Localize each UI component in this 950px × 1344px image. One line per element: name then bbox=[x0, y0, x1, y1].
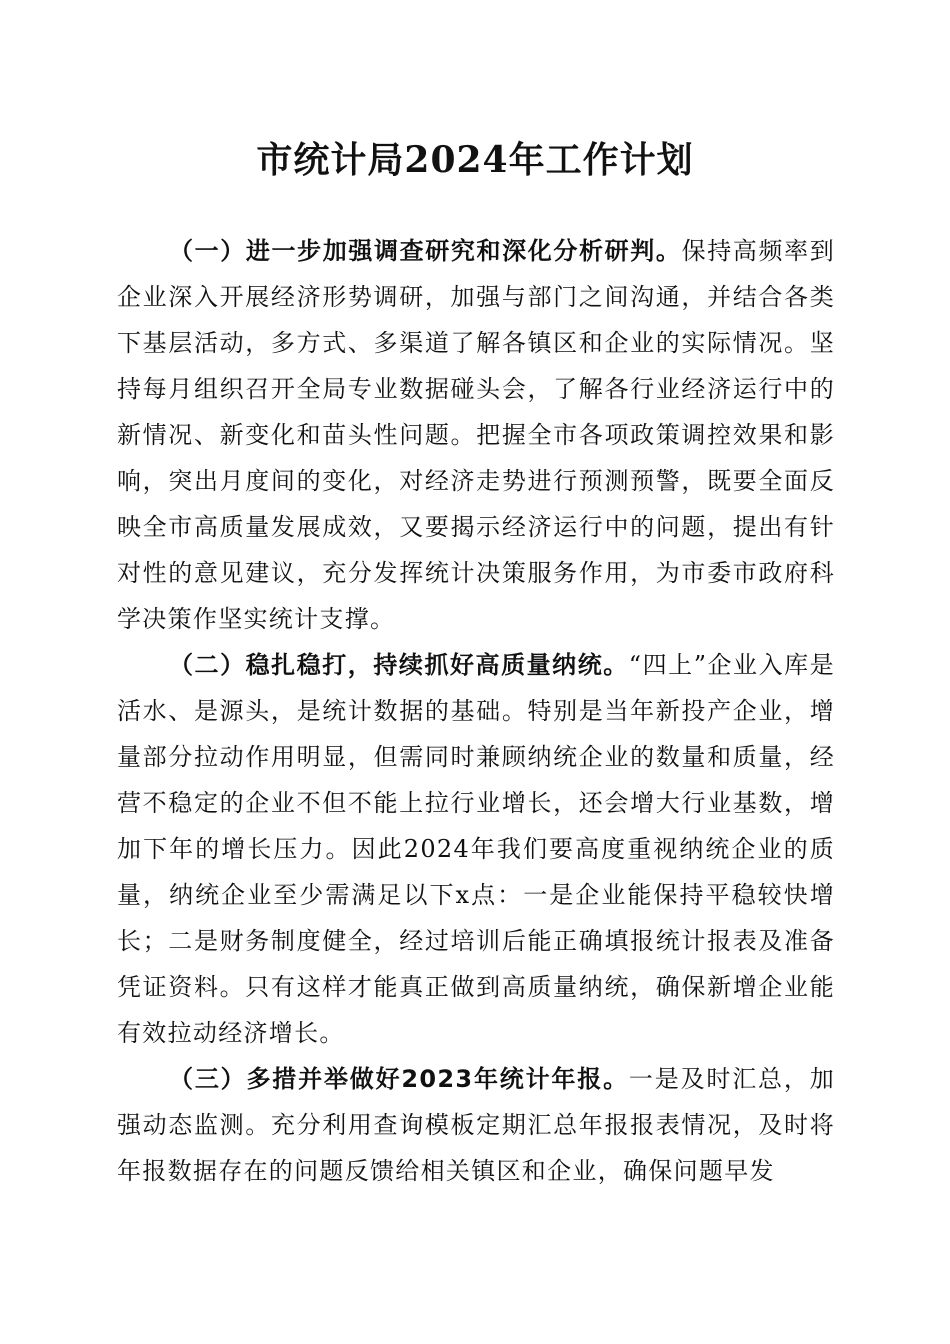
document-body bbox=[117, 228, 835, 1194]
paragraph-3 bbox=[117, 1056, 835, 1194]
document-title: 市统计局2024年工作计划 bbox=[256, 139, 694, 181]
paragraph-2 bbox=[117, 642, 835, 1056]
paragraph-3-lead: （三）多措并举做好2023年统计年报。 bbox=[169, 1065, 629, 1093]
paragraph-2-lead: （二）稳扎稳打，持续抓好高质量纳统。 bbox=[169, 651, 629, 679]
paragraph-3-text: 一是及时汇总，加强动态监测。充分利用查询模板定期汇总年报报表情况，及时将年报数据存在的问题反馈给相关镇区和企业，确保问题早发 bbox=[117, 1065, 836, 1185]
paragraph-1 bbox=[117, 228, 835, 642]
paragraph-2-text: “四上”企业入库是活水、是源头，是统计数据的基础。特别是当年新投产企业，增量部分拉动作用明显，但需同时兼顾纳统企业的数量和质量，经营不稳定的企业不但不能上拉行业增长，还会增大行业基数，增加下年的增长压力。因此2024年我们要高度重视纳统企业的质量，纳统企业至少需满足以下x点：一是企业能保持平稳较快增长；二是财务制度健全，经过培训后能正确填报统计报表及准备凭证资料。只有这样才能真正做到高质量纳统，确保新增企业能有效拉动经济增长。 bbox=[117, 651, 835, 1047]
paragraph-1-text: 保持高频率到企业深入开展经济形势调研，加强与部门之间沟通，并结合各类下基层活动，多方式、多渠道了解各镇区和企业的实际情况。坚持每月组织召开全局专业数据碰头会，了解各行业经济运行中的新情况、新变化和苗头性问题。把握全市各项政策调控效果和影响，突出月度间的变化，对经济走势进行预测预警，既要全面反映全市高质量发展成效，又要揭示经济运行中的问题，提出有针对性的意见建议，充分发挥统计决策服务作用，为市委市政府科学决策作坚实统计支撑。 bbox=[117, 237, 835, 633]
paragraph-1-lead: （一）进一步加强调查研究和深化分析研判。 bbox=[169, 237, 682, 265]
